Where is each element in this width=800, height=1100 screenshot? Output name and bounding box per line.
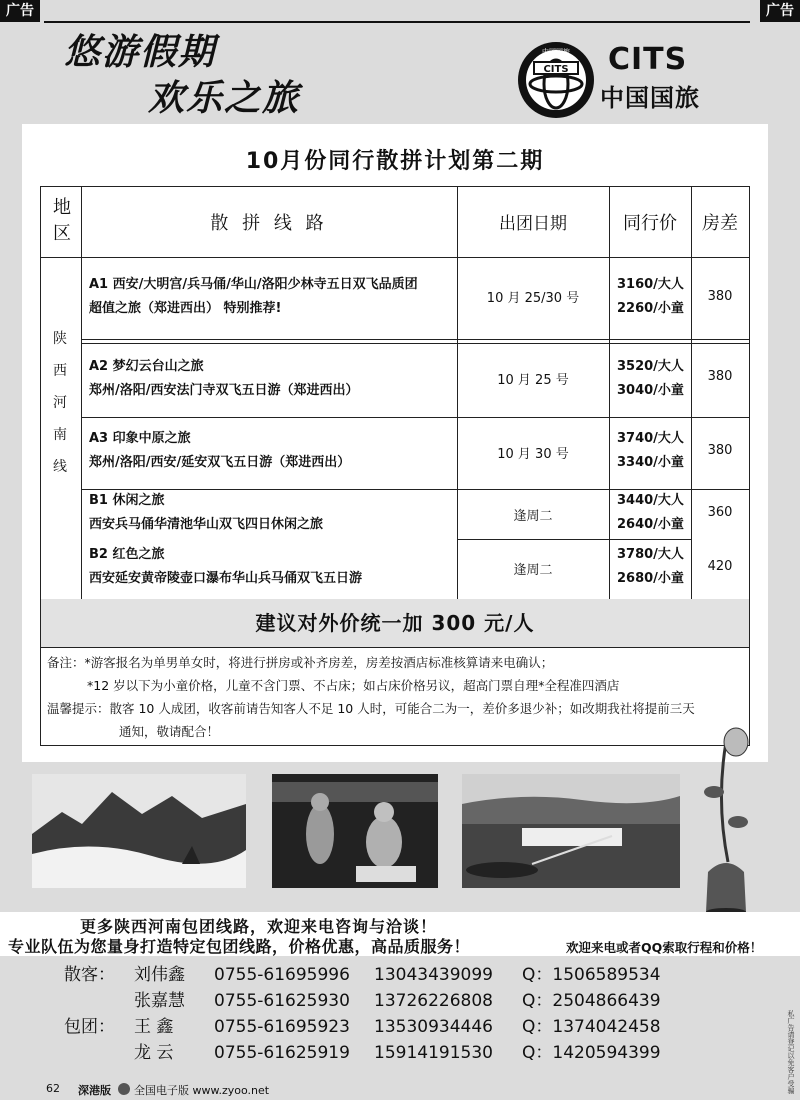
route-a3: A3 印象中原之旅 郑州/洛阳/西安/延安双飞五日游（郑进西出）: [89, 431, 351, 470]
notes: 备注：*游客报名为单男单女时，将进行拼房或补齐房差，房差按酒店标准核算请来电确认； *12 岁以下为小童价格，儿童不含门票、不占床；如占床价格另议，超高门票自理*全程准四酒店 温馨提示：散客 10 人成团，收客前请告知客人不足 10 人时，可能合二为一，差价多退少补；如改期我社将提前三天 通知，敬请配合！: [47, 655, 695, 739]
route-a1: A1 西安/大明宫/兵马俑/华山/洛阳少林寺五日双飞品质团 超值之旅（郑进西出） 特别推荐!: [89, 277, 418, 316]
online-edition: 全国电子版 www.zyoo.net: [134, 1084, 270, 1097]
price-a2: 3520/大人 3040/小童: [617, 359, 684, 398]
promo-banner: [0, 912, 800, 956]
date-b2: 逢周二: [513, 563, 553, 578]
date-a2: 10 月 25 号: [497, 373, 569, 388]
promo-line-2: 专业队伍为您量身打造特定包团线路，价格优惠，高品质服务！: [8, 937, 471, 956]
mountain-photo: [32, 774, 246, 888]
suggested-price-banner: 建议对外价统一加 300 元/人: [41, 599, 749, 647]
header-date: 出团日期: [499, 214, 567, 234]
page-number: 62: [46, 1082, 60, 1095]
itinerary-panel: [22, 124, 768, 762]
grid-line: [41, 257, 749, 258]
date-b1: 逢周二: [513, 509, 553, 524]
date-a1: 10 月 25/30 号: [486, 291, 580, 306]
room-a1: 380: [707, 289, 733, 304]
slogan: [64, 30, 300, 122]
header-route: 散 拼 线 路: [210, 213, 328, 234]
room-a3: 380: [707, 443, 733, 458]
logo-cn: 中国国旅: [600, 84, 700, 112]
globe-logo-icon: [516, 40, 596, 120]
contact-row: 包团： 王 鑫 0755-61695923 13530934446 Q：1374042458: [64, 1017, 661, 1037]
price-a3: 3740/大人 3340/小童: [617, 431, 684, 470]
grid-line: [457, 539, 609, 540]
promo-line-1: 更多陕西河南包团线路，欢迎来电咨询与洽谈！: [80, 917, 438, 936]
grid-line: [41, 647, 749, 648]
itinerary-table: [40, 186, 750, 746]
cits-logo: [516, 40, 716, 120]
contact-row: 散客： 刘伟鑫 0755-61695996 13043439099 Q：1506589534: [64, 965, 661, 985]
header-region: 地 区: [53, 197, 71, 244]
ad-tag-left: 广告: [0, 0, 40, 22]
grid-line: [81, 187, 82, 599]
page-title: 10月份同行散拼计划第二期: [245, 149, 545, 174]
promo-line-3: 欢迎来电或者QQ索取行程和价格！: [566, 940, 763, 955]
grid-line: [81, 339, 749, 340]
price-b1: 3440/大人 2640/小童: [617, 493, 684, 532]
room-a2: 380: [707, 369, 733, 384]
edition-logo-icon: [118, 1083, 130, 1095]
room-b2: 420: [707, 559, 733, 574]
logo-badge-en: CITS: [543, 64, 569, 75]
grid-line: [81, 417, 749, 418]
price-a1: 3160/大人 2260/小童: [617, 277, 684, 316]
grid-line: [691, 187, 692, 599]
header-price: 同行价: [623, 213, 677, 234]
logo-en: CITS: [608, 42, 688, 77]
top-rule: [44, 21, 750, 23]
edition-label: 深港版: [78, 1084, 111, 1097]
price-b2: 3780/大人 2680/小童: [617, 547, 684, 586]
ad-tag-right: 广告: [760, 0, 800, 22]
logo-ring-text: 中国国旅: [542, 48, 570, 56]
region-column: 陕 西 河 南 线: [53, 331, 67, 475]
contact-row: 张嘉慧 0755-61625930 13726226808 Q：2504866439: [134, 991, 661, 1011]
contact-row: 龙 云 0755-61625919 15914191530 Q：1420594399: [134, 1043, 661, 1063]
grid-line: [457, 187, 458, 599]
route-b2: B2 红色之旅 西安延安黄帝陵壶口瀑布华山兵马俑双飞五日游: [89, 547, 363, 586]
mausoleum-photo: [462, 774, 680, 888]
route-b1: B1 休闲之旅 西安兵马俑华清池华山双飞四日休闲之旅: [89, 493, 324, 532]
terracotta-photo: [272, 774, 438, 888]
vase-flower-image: [686, 722, 766, 918]
date-a3: 10 月 30 号: [497, 447, 569, 462]
side-note: 私广告请登记以免客户受骗: [787, 1010, 795, 1094]
grid-line: [81, 343, 749, 344]
room-b1: 360: [707, 505, 733, 520]
slogan-line-1: 悠游假期: [64, 32, 217, 73]
grid-line: [609, 187, 610, 599]
grid-line: [609, 539, 691, 540]
header-room: 房差: [702, 213, 738, 234]
slogan-line-2: 欢乐之旅: [148, 78, 301, 119]
route-a2: A2 梦幻云台山之旅 郑州/洛阳/西安法门寺双飞五日游（郑进西出）: [89, 359, 359, 398]
